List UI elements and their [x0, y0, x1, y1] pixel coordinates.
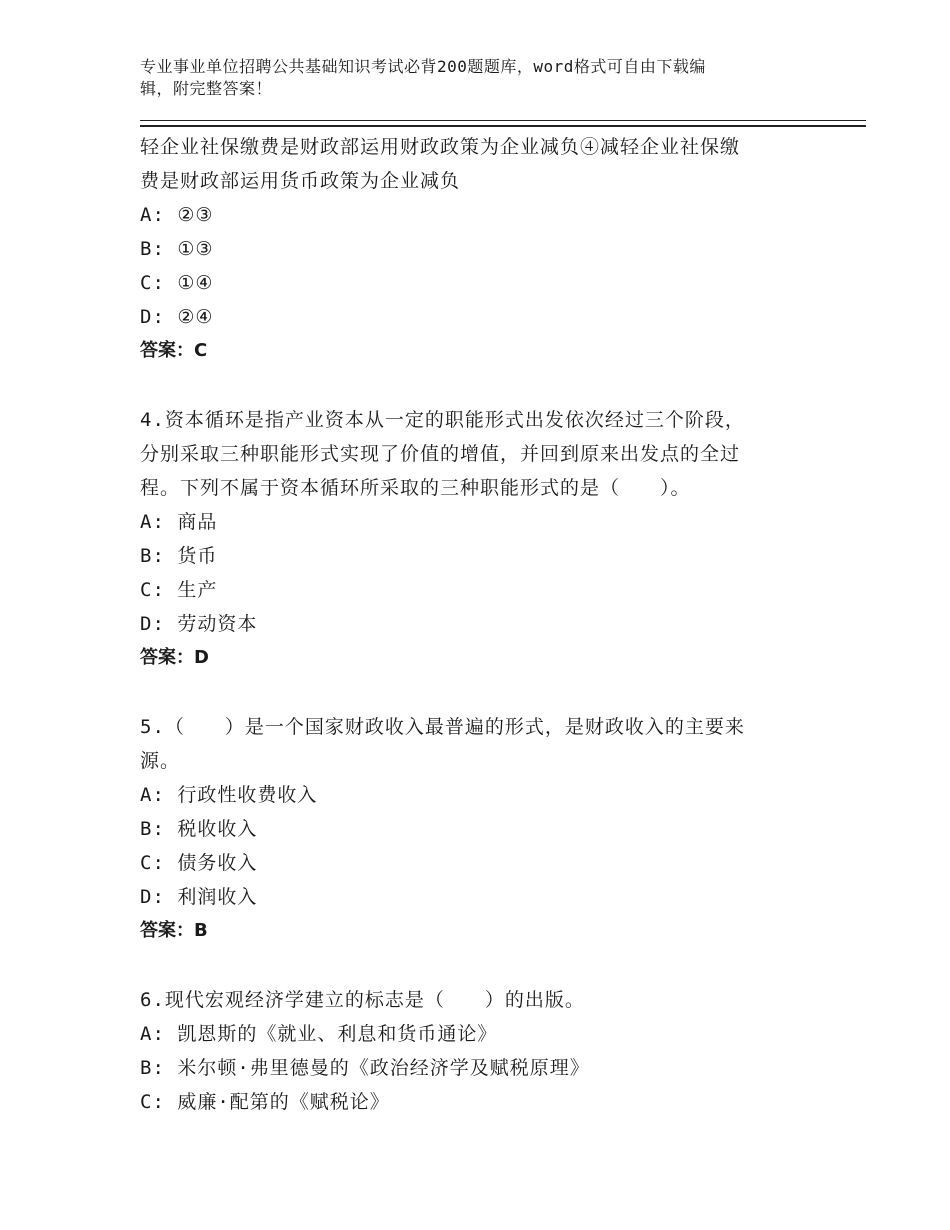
option-b: B: 货币 [140, 545, 218, 567]
option-c: C: 生产 [140, 579, 218, 601]
question-text-line: 费是财政部运用货币政策为企业减负 [140, 170, 461, 192]
document-header [140, 56, 800, 100]
question-text-line: 源。 [140, 750, 181, 772]
option-a: A: 凯恩斯的《就业、利息和货币通论》 [140, 1023, 498, 1045]
question-3-continued [140, 130, 840, 368]
question-text-line: 分别采取三种职能形式实现了价值的增值，并回到原来出发点的全过 [140, 443, 741, 465]
option-a: A: 商品 [140, 511, 218, 533]
option-a: A: ②③ [140, 204, 214, 226]
option-d: D: 利润收入 [140, 886, 258, 908]
answer-label: 答案：B [140, 920, 208, 941]
option-c: C: ①④ [140, 272, 214, 294]
option-b: B: ①③ [140, 238, 214, 260]
question-content [140, 130, 840, 1119]
option-b: B: 税收收入 [140, 818, 258, 840]
answer-label: 答案：C [140, 340, 208, 361]
question-text-line: 轻企业社保缴费是财政部运用财政政策为企业减负④减轻企业社保缴 [140, 136, 741, 158]
option-c: C: 债务收入 [140, 852, 258, 874]
question-4 [140, 403, 840, 675]
header-divider-thin [140, 120, 866, 121]
option-a: A: 行政性收费收入 [140, 784, 318, 806]
header-divider-thick [140, 125, 866, 127]
header-line-2: 辑，附完整答案！ [140, 79, 273, 98]
option-d: D: ②④ [140, 306, 214, 328]
option-c: C: 威廉·配第的《赋税论》 [140, 1091, 390, 1113]
header-line-1: 专业事业单位招聘公共基础知识考试必背200题题库，word格式可自由下载编 [140, 57, 706, 76]
question-text-line: 5.（ ）是一个国家财政收入最普遍的形式，是财政收入的主要来 [140, 716, 745, 738]
question-6 [140, 983, 840, 1119]
question-text-line: 4.资本循环是指产业资本从一定的职能形式出发依次经过三个阶段， [140, 409, 745, 431]
question-text-line: 程。下列不属于资本循环所采取的三种职能形式的是（ ）。 [140, 477, 691, 499]
question-text-line: 6.现代宏观经济学建立的标志是（ ）的出版。 [140, 989, 585, 1011]
option-d: D: 劳动资本 [140, 613, 258, 635]
question-5 [140, 710, 840, 948]
answer-label: 答案：D [140, 647, 209, 668]
option-b: B: 米尔顿·弗里德曼的《政治经济学及赋税原理》 [140, 1057, 590, 1079]
